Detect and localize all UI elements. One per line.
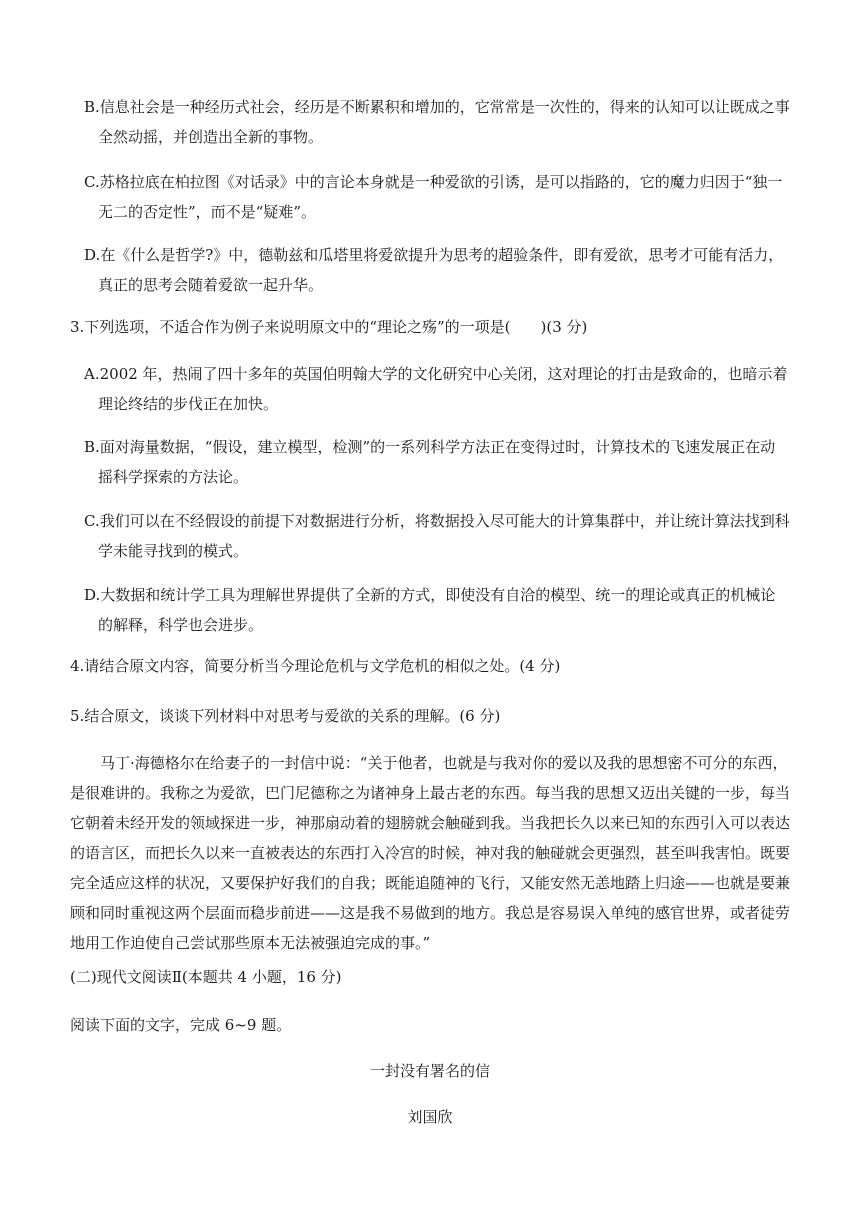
reading-instruction: 阅读下面的文字，完成 6~9 题。 — [70, 1016, 292, 1034]
q3-option-a: A.2002 年，热闹了四十多年的英国伯明翰大学的文化研究中心关闭，这对理论的打击是致命的，也暗示着理论终结的步伐正在加快。 — [84, 365, 788, 413]
q5-material: 马丁·海德格尔在给妻子的一封信中说：“关于他者，也就是与我对你的爱以及我的思想密不可分的东西，是很难讲的。我称之为爱欲，巴门尼德称之为诸神身上最古老的东西。每当我的思想又迈出关键的一步，每当它朝着未经开发的领域探进一步，神那扇动着的翅膀就会触碰到我。当我把长久以来已知的东西引入可以表达的语言区，而把长久以来一直被表达的东西打入冷宫的时候，神对我的触碰就会更强烈，甚至叫我害怕。既要完全适应这样的状况，又要保护好我们的自我；既能追随神的飞行，又能安然无恙地踏上归途——也就是要兼顾和同时重视这两个层面而稳步前进——这是我不易做到的地方。我总是容易误入单纯的感官世界，或者徒劳地用工作迫使自己尝试那些原本无法被强迫完成的事。” — [70, 754, 791, 952]
q5-stem: 5.结合原文，谈谈下列材料中对思考与爱欲的关系的理解。(6 分) — [70, 707, 501, 725]
q3-option-b: B.面对海量数据，“假设，建立模型，检测”的一系列科学方法正在变得过时，计算技术的飞速发展正在动摇科学探索的方法论。 — [84, 438, 776, 486]
section-heading: (二)现代文阅读Ⅱ(本题共 4 小题，16 分) — [70, 968, 342, 986]
q3-option-c: C.我们可以在不经假设的前提下对数据进行分析，将数据投入尽可能大的计算集群中，并让统计算法找到科学未能寻找到的模式。 — [84, 512, 790, 560]
q2-option-d: D.在《什么是哲学?》中，德勒兹和瓜塔里将爱欲提升为思考的超验条件，即有爱欲，思考才可能有活力，真正的思考会随着爱欲一起升华。 — [84, 246, 784, 294]
article-title: 一封没有署名的信 — [369, 1062, 490, 1080]
q4-stem: 4.请结合原文内容，简要分析当今理论危机与文学危机的相似之处。(4 分) — [70, 657, 561, 675]
q2-option-b: B.信息社会是一种经历式社会，经历是不断累积和增加的，它常常是一次性的，得来的认知可以让既成之事全然动摇，并创造出全新的事物。 — [84, 98, 790, 146]
q3-stem: 3.下列选项，不适合作为例子来说明原文中的“理论之殇”的一项是( )(3 分) — [70, 318, 588, 336]
article-author: 刘国欣 — [407, 1108, 453, 1126]
q2-option-c: C.苏格拉底在柏拉图《对话录》中的言论本身就是一种爱欲的引诱，是可以指路的，它的魔力归因于“独一无二的否定性”，而不是“疑难”。 — [84, 173, 783, 221]
q3-option-d: D.大数据和统计学工具为理解世界提供了全新的方式，即使没有自洽的模型、统一的理论或真正的机械论的解释，科学也会进步。 — [84, 586, 776, 634]
